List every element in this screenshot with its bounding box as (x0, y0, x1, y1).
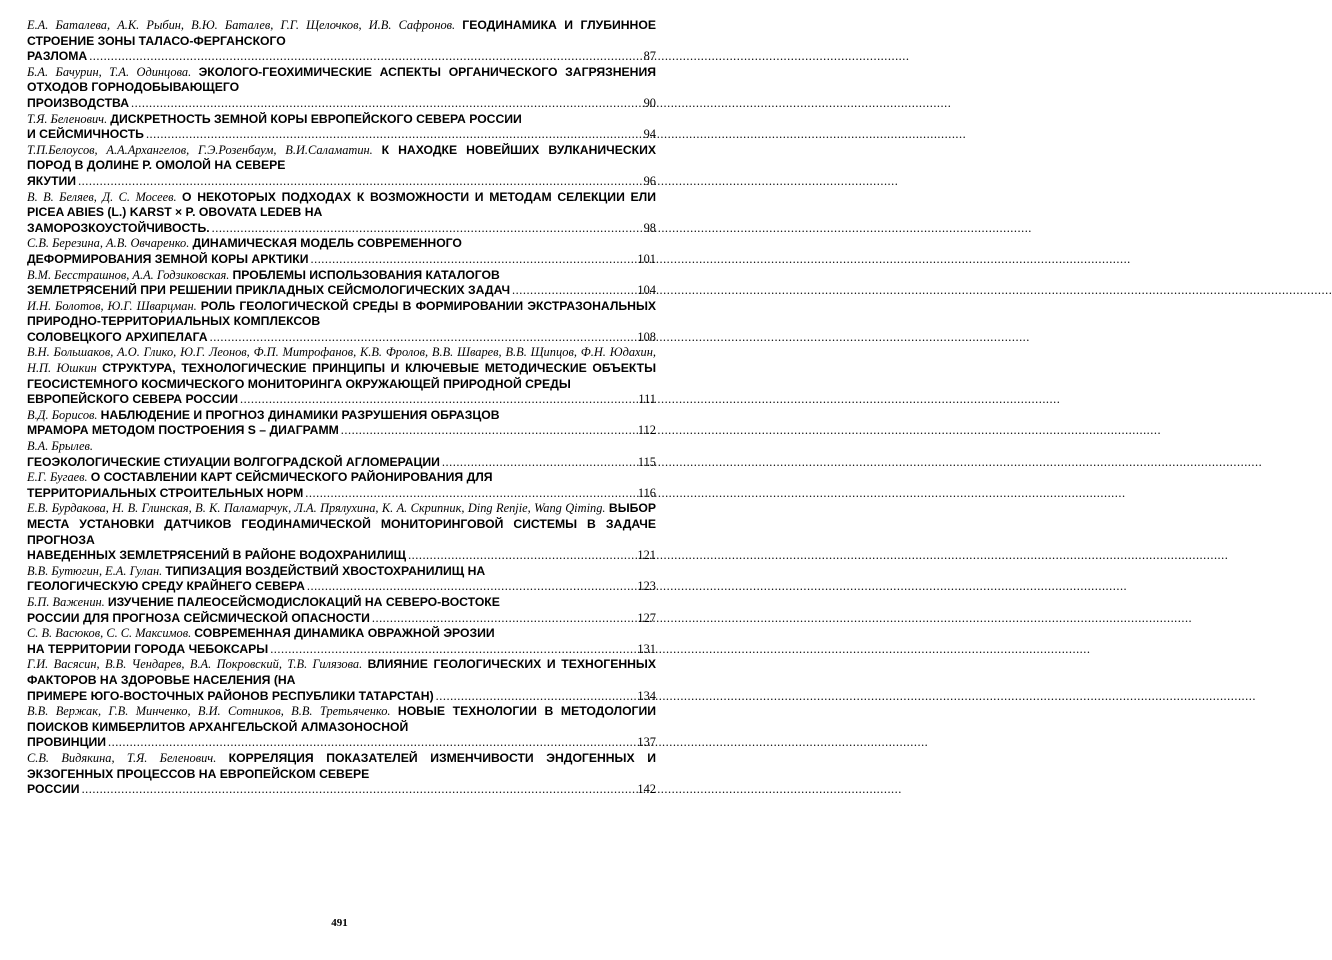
toc-entry-last-line (27, 548, 656, 564)
toc-entry-body (27, 143, 656, 174)
toc-entry-title: О СОСТАВЛЕНИИ КАРТ СЕЙСМИЧЕСКОГО РАЙОНИРОВАНИЯ ДЛЯ (90, 470, 493, 485)
toc-entry-body (27, 236, 656, 252)
toc-entry (27, 299, 656, 346)
toc-entry-last-line (27, 330, 656, 346)
toc-entry-page: 142 (637, 782, 656, 797)
toc-entry-page: 108 (637, 329, 656, 344)
toc-entry-title-end: ЗЕМЛЕТРЯСЕНИЙ ПРИ РЕШЕНИИ ПРИКЛАДНЫХ СЕЙСМОЛОГИЧЕСКИХ ЗАДАЧ (27, 283, 511, 298)
toc-entry-last-line (27, 642, 656, 658)
toc-entry (27, 470, 656, 501)
toc-entry-title: ГЕОДИНАМИКА И ГЛУБИННОЕ СТРОЕНИЕ ЗОНЫ ТАЛАСО-ФЕРГАНСКОГО (27, 18, 656, 48)
toc-entry-title-end: ГЕОЛОГИЧЕСКУЮ СРЕДУ КРАЙНЕГО СЕВЕРА (27, 579, 305, 594)
toc-entry-authors: Г.И. Васясин, В.В. Чендарев, В.А. Покровский, Т.В. Гилязова. (27, 657, 363, 672)
toc-entry-title: СТРУКТУРА, ТЕХНОЛОГИЧЕСКИЕ ПРИНЦИПЫ И КЛЮЧЕВЫЕ МЕТОДИЧЕСКИЕ ОБЪЕКТЫ ГЕОСИСТЕМНОГО КОСМИЧЕСКОГО МОНИТОРИНГА ОКРУЖАЮЩЕЙ ПРИРОДНОЙ СРЕДЫ (27, 361, 656, 391)
toc-entry (27, 143, 656, 190)
toc-entry-last-line (27, 221, 656, 237)
toc-entry-authors: В.А. Брылев. (27, 439, 94, 454)
toc-entry-title: ВЫБОР МЕСТА УСТАНОВКИ ДАТЧИКОВ ГЕОДИНАМИЧЕСКОЙ МОНИТОРИНГОВОЙ СИСТЕМЫ В ЗАДАЧЕ ПРОГНОЗА (27, 501, 656, 547)
table-of-contents (27, 18, 656, 798)
toc-entry-title-end: ЗАМОРОЗКОУСТОЙЧИВОСТЬ. (27, 220, 210, 235)
toc-entry-authors: Т.Я. Беленович. (27, 111, 108, 126)
toc-entry (27, 18, 656, 65)
dot-leader (408, 548, 635, 564)
toc-entry-page: 123 (637, 579, 656, 594)
toc-entry-body (27, 657, 656, 688)
toc-entry-authors: Е.Г. Бугаев. (27, 470, 88, 485)
toc-entry-body (27, 704, 656, 735)
toc-entry (27, 501, 656, 563)
toc-entry-authors: В.В. Бутюгин, Е.А. Гулан. (27, 563, 163, 578)
toc-entry-last-line (27, 392, 656, 408)
toc-entry-title: СОВРЕМЕННАЯ ДИНАМИКА ОВРАЖНОЙ ЭРОЗИИ (194, 626, 495, 641)
toc-entry-page: 94 (643, 127, 656, 142)
toc-entry-title-end: ПРИМЕРЕ ЮГО-ВОСТОЧНЫХ РАЙОНОВ РЕСПУБЛИКИ ТАТАРСТАН) (27, 688, 434, 703)
toc-entry-title: НАБЛЮДЕНИЕ И ПРОГНОЗ ДИНАМИКИ РАЗРУШЕНИЯ ОБРАЗЦОВ (100, 407, 500, 422)
toc-entry (27, 65, 656, 112)
toc-entry-title: ПРОБЛЕМЫ ИСПОЛЬЗОВАНИЯ КАТАЛОГОВ (232, 267, 500, 282)
toc-entry-title: ТИПИЗАЦИЯ ВОЗДЕЙСТВИЙ ХВОСТОХРАНИЛИЩ НА (165, 563, 486, 578)
toc-entry-title: ДИСКРЕТНОСТЬ ЗЕМНОЙ КОРЫ ЕВРОПЕЙСКОГО СЕВЕРА РОССИИ (110, 111, 522, 126)
toc-entry-body (27, 299, 656, 330)
toc-entry-title: ДИНАМИЧЕСКАЯ МОДЕЛЬ СОВРЕМЕННОГО (192, 236, 462, 251)
toc-entry-page: 112 (637, 423, 656, 438)
toc-entry-last-line (27, 689, 656, 705)
toc-entry-body (27, 112, 656, 128)
toc-entry-page: 115 (637, 454, 656, 469)
dot-leader (108, 735, 635, 751)
dot-leader (212, 221, 642, 237)
dot-leader (240, 392, 636, 408)
toc-entry (27, 657, 656, 704)
toc-entry-title: О НЕКОТОРЫХ ПОДХОДАХ К ВОЗМОЖНОСТИ И МЕТОДАМ СЕЛЕКЦИИ ЕЛИ PICEA ABIES (L.) KARST × P. OBOVATA LEDEB НА (27, 189, 656, 220)
toc-entry-title-end: РОССИИ (27, 782, 80, 797)
toc-entry (27, 268, 656, 299)
toc-entry (27, 595, 656, 626)
toc-entry-last-line (27, 252, 656, 268)
toc-entry-page: 116 (637, 485, 656, 500)
dot-leader (89, 49, 641, 65)
toc-entry-body (27, 595, 656, 611)
toc-entry-page: 121 (637, 548, 656, 563)
toc-entry-body (27, 18, 656, 49)
toc-entry-last-line (27, 735, 656, 751)
toc-entry-page: 101 (637, 251, 656, 266)
toc-entry-authors: В.В. Вержак, Г.В. Минченко, В.И. Сотников, В.В. Третьяченко. (27, 704, 391, 719)
toc-entry-title: КОРРЕЛЯЦИЯ ПОКАЗАТЕЛЕЙ ИЗМЕНЧИВОСТИ ЭНДОГЕННЫХ И ЭКЗОГЕННЫХ ПРОЦЕССОВ НА ЕВРОПЕЙСКОМ СЕВЕРЕ (27, 750, 656, 781)
page-number: 491 (331, 917, 348, 929)
dot-leader (131, 96, 642, 112)
toc-entry-title-end: ПРОВИНЦИИ (27, 735, 106, 750)
toc-entry-body (27, 501, 656, 548)
dot-leader (512, 283, 635, 299)
toc-entry-body (27, 626, 656, 642)
toc-entry (27, 626, 656, 657)
toc-entry-last-line (27, 127, 656, 143)
toc-entry-title-end: НА ТЕРРИТОРИИ ГОРОДА ЧЕБОКСАРЫ (27, 641, 269, 656)
toc-entry-page: 98 (643, 220, 656, 235)
dot-leader (210, 330, 636, 346)
toc-entry (27, 408, 656, 439)
toc-entry-title: ИЗУЧЕНИЕ ПАЛЕОСЕЙСМОДИСЛОКАЦИЙ НА СЕВЕРО-ВОСТОКЕ (107, 594, 500, 609)
dot-leader (436, 689, 636, 705)
toc-entry-last-line (27, 174, 656, 190)
toc-entry-last-line (27, 283, 656, 299)
toc-entry-page: 137 (637, 735, 656, 750)
toc-entry-title-end: ПРОИЗВОДСТВА (27, 95, 130, 110)
toc-entry-authors: И.Н. Болотов, Ю.Г. Шварцман. (27, 298, 197, 313)
toc-entry-body (27, 470, 656, 486)
toc-entry-body (27, 65, 656, 96)
toc-entry-last-line (27, 96, 656, 112)
toc-entry-page: 104 (637, 283, 656, 298)
toc-entry (27, 190, 656, 237)
toc-entry-authors: С.В. Видякина, Т.Я. Беленович. (27, 750, 217, 765)
toc-entry (27, 345, 656, 407)
dot-leader (305, 486, 636, 502)
dot-leader (82, 782, 636, 798)
toc-entry-page: 131 (637, 641, 656, 656)
toc-entry (27, 704, 656, 751)
toc-entry (27, 236, 656, 267)
toc-entry-last-line (27, 49, 656, 65)
toc-entry-last-line (27, 423, 656, 439)
toc-entry-title-end: ТЕРРИТОРИАЛЬНЫХ СТРОИТЕЛЬНЫХ НОРМ (27, 485, 304, 500)
toc-entry-title-end: СОЛОВЕЦКОГО АРХИПЕЛАГА (27, 329, 208, 344)
dot-leader (442, 455, 636, 471)
toc-entry-title: К НАХОДКЕ НОВЕЙШИХ ВУЛКАНИЧЕСКИХ ПОРОД В ДОЛИНЕ Р. ОМОЛОЙ НА СЕВЕРЕ (27, 142, 656, 173)
toc-entry-last-line (27, 782, 656, 798)
toc-entry-title-end: РАЗЛОМА (27, 49, 88, 64)
toc-entry-body (27, 268, 656, 284)
toc-entry-authors: Б.П. Важенин. (27, 594, 105, 609)
toc-entry-authors: Е.В. Бурдакова, Н. В. Глинская, В. К. Паламарчук, Л.А. Прялухина, К. А. Скрипник, Ding Renjie, Wang Qiming. (27, 501, 606, 516)
dot-leader (270, 642, 635, 658)
toc-entry-body (27, 751, 656, 782)
toc-entry-authors: В.Д. Борисов. (27, 407, 98, 422)
toc-entry-authors: Б.А. Бачурин, Т.А. Одинцова. (27, 64, 192, 79)
toc-entry-authors: Т.П.Белоусов, А.А.Архангелов, Г.Э.Розенбаум, В.И.Саламатин. (27, 142, 373, 157)
toc-entry-authors: Е.А. Баталева, А.К. Рыбин, В.Ю. Баталев, Г.Г. Щелочков, И.В. Сафронов. (27, 18, 456, 32)
toc-entry-page: 127 (637, 610, 656, 625)
dot-leader (311, 252, 636, 268)
toc-entry-page: 111 (638, 392, 656, 407)
toc-entry-title-end: НАВЕДЕННЫХ ЗЕМЛЕТРЯСЕНИЙ В РАЙОНЕ ВОДОХРАНИЛИЩ (27, 548, 407, 563)
toc-entry-last-line (27, 579, 656, 595)
toc-entry-authors: С.В. Березина, А.В. Овчаренко. (27, 236, 190, 251)
toc-entry (27, 751, 656, 798)
dot-leader (372, 611, 636, 627)
toc-entry-title: РОЛЬ ГЕОЛОГИЧЕСКОЙ СРЕДЫ В ФОРМИРОВАНИИ ЭКСТРАЗОНАЛЬНЫХ ПРИРОДНО-ТЕРРИТОРИАЛЬНЫХ КОМПЛЕКСОВ (27, 298, 656, 329)
toc-entry-last-line (27, 611, 656, 627)
toc-entry-last-line (27, 455, 656, 471)
toc-entry-body (27, 408, 656, 424)
toc-entry-title: ЭКОЛОГО-ГЕОХИМИЧЕСКИЕ АСПЕКТЫ ОРГАНИЧЕСКОГО ЗАГРЯЗНЕНИЯ ОТХОДОВ ГОРНОДОБЫВАЮЩЕГО (27, 64, 656, 95)
toc-entry-title-end: ЯКУТИИ (27, 173, 77, 188)
toc-entry-title: ВЛИЯНИЕ ГЕОЛОГИЧЕСКИХ И ТЕХНОГЕННЫХ ФАКТОРОВ НА ЗДОРОВЬЕ НАСЕЛЕНИЯ (НА (27, 657, 656, 687)
toc-entry-authors: С. В. Васюков, С. С. Максимов. (27, 626, 192, 641)
toc-entry-authors: В.М. Бесстрашнов, А.А. Годзиковская. (27, 267, 230, 282)
dot-leader (78, 174, 642, 190)
dot-leader (146, 127, 642, 143)
toc-entry-body (27, 564, 656, 580)
toc-entry (27, 564, 656, 595)
toc-entry-title-end: ГЕОЭКОЛОГИЧЕСКИЕ СТИУАЦИИ ВОЛГОГРАДСКОЙ АГЛОМЕРАЦИИ (27, 454, 440, 469)
toc-entry-page: 96 (643, 173, 656, 188)
toc-entry-title-end: ЕВРОПЕЙСКОГО СЕВЕРА РОССИИ (27, 392, 239, 407)
dot-leader (341, 423, 636, 439)
toc-entry-body (27, 190, 656, 221)
toc-entry-title-end: МРАМОРА МЕТОДОМ ПОСТРОЕНИЯ S – ДИАГРАММ (27, 423, 339, 438)
toc-entry-authors: В. В. Беляев, Д. С. Мосеев. (27, 189, 177, 204)
dot-leader (307, 579, 636, 595)
toc-entry-body (27, 345, 656, 392)
toc-entry-body (27, 439, 656, 455)
toc-entry-title-end: РОССИИ ДЛЯ ПРОГНОЗА СЕЙСМИЧЕСКОЙ ОПАСНОСТИ (27, 610, 370, 625)
toc-entry-title-end: ДЕФОРМИРОВАНИЯ ЗЕМНОЙ КОРЫ АРКТИКИ (27, 251, 309, 266)
toc-entry-title-end: И СЕЙСМИЧНОСТЬ (27, 127, 144, 142)
toc-entry-page: 134 (637, 688, 656, 703)
toc-entry (27, 112, 656, 143)
toc-entry-title: НОВЫЕ ТЕХНОЛОГИИ В МЕТОДОЛОГИИ ПОИСКОВ КИМБЕРЛИТОВ АРХАНГЕЛЬСКОЙ АЛМАЗОНОСНОЙ (27, 704, 656, 734)
toc-entry (27, 439, 656, 470)
toc-entry-authors: В.Н. Большаков, А.О. Глико, Ю.Г. Леонов, Ф.П. Митрофанов, К.В. Фролов, В.В. Шварев, В.В. Щипцов, Ф.Н. Юдахин, Н.П. Юшкин (27, 345, 656, 376)
toc-entry-page: 90 (643, 95, 656, 110)
toc-entry-page: 87 (643, 49, 656, 64)
toc-entry-last-line (27, 486, 656, 502)
